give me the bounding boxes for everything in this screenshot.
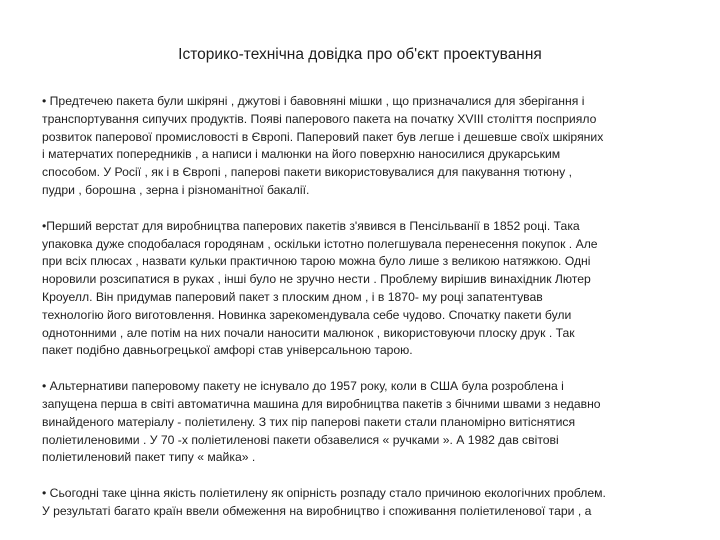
text-line: однотонними , але потім на них почали наносити малюнок , використовуючи плоску друк . Так: [42, 325, 575, 340]
text-line: поліетиленовими . У 70 -х поліетиленові пакети обзавелися « ручками ». А 1982 дав світові: [42, 432, 559, 447]
text-line: технологію його виготовлення. Новинка зарекомендувала себе чудово. Спочатку пакети були: [42, 307, 572, 322]
text-line: пакет подібно давньогрецької амфорі став універсальною тарою.: [42, 343, 413, 358]
text-line: • Альтернативи паперовому пакету не існувало до 1957 року, коли в США була розроблена і: [42, 379, 564, 394]
text-line: поліетиленовий пакет типу « майка» .: [42, 450, 256, 465]
text-line: запущена перша в світі автоматична машина для виробництва пакетів з бічними швами з недавно: [42, 396, 601, 411]
document-body: [42, 93, 692, 521]
text-line: • Сьогодні таке цінна якість поліетилену як опірність розпаду стало причиною екологічних проблем.: [42, 486, 606, 501]
text-line: упаковка дуже сподобалася городянам , оскільки істотно полегшувала перенесення покупок . Але: [42, 236, 598, 251]
text-line: Кроуелл. Він придумав паперовий пакет з плоским дном , і в 1870- му році запатентував: [42, 289, 543, 304]
paragraph-3: [42, 378, 692, 467]
text-line: винайденого матеріалу - поліетилену. З тих пір паперові пакети стали планомірно витіснятися: [42, 414, 576, 429]
text-line: •Перший верстат для виробництва паперових пакетів з'явився в Пенсільванії в 1852 році. Така: [42, 218, 580, 233]
text-line: транспортування сипучих продуктів. Появі паперового пакета на початку XVIII століття посприяло: [42, 111, 597, 126]
text-line: У результаті багато країн ввели обмеження на виробництво і споживання поліетиленової тари , а: [42, 503, 592, 518]
text-line: розвиток паперової промисловості в Європі. Паперовий пакет був легше і дешевше своїх шкіряних: [42, 129, 604, 144]
text-line: норовили розсипатися в руках , інші було не зручно нести . Проблему вирішив винахідник Лютер: [42, 272, 591, 287]
text-line: і матерчатих попередників , а написи і малюнки на його поверхню наносилися друкарським: [42, 147, 561, 162]
paragraph-4: [42, 485, 692, 521]
page-title: Історико-технічна довідка про об'єкт проектування: [178, 46, 542, 63]
text-line: способом. У Росії , як і в Європі , паперові пакети використовувалися для пакування тютюну ,: [42, 165, 572, 180]
text-line: пудри , борошна , зерна і різноманітної бакалії.: [42, 182, 310, 197]
text-line: • Предтечею пакета були шкіряні , джутові і бавовняні мішки , що призначалися для зберігання і: [42, 94, 585, 108]
text-line: при всіх плюсах , назвати кульки практичною тарою можна було лише з великою натяжкою. Одні: [42, 254, 591, 269]
paragraph-2: [42, 218, 692, 360]
paragraph-1: [42, 93, 692, 200]
